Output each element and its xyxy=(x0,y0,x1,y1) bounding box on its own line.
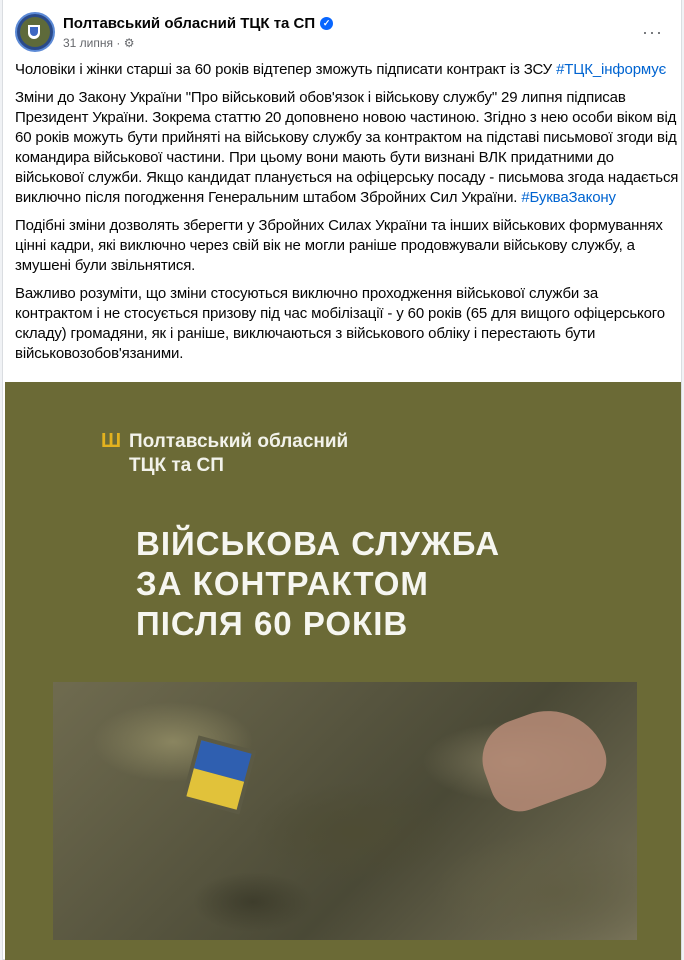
hashtag-link[interactable]: #ТЦК_інформує xyxy=(556,61,667,78)
post-card xyxy=(2,0,682,960)
post-text xyxy=(15,30,679,372)
headline-line: ПІСЛЯ 60 РОКІВ xyxy=(136,605,409,642)
image-headline xyxy=(136,524,500,644)
headline-line: ВІЙСЬКОВА СЛУЖБА xyxy=(136,525,501,562)
paragraph-text: Зміни до Закону України "Про військовий обов'язок і військову службу" 29 липня підписав Президент України. Зокрема статтю 20 доповнено новою частиною. Згідно з нею особи віком від 60 років можуть бути прийняті на військову службу за контрактом на підставі письмової згоди від командира військової частини. При цьому вони мають бути визнані ВЛК придатними до військової служби. Якщо кандидат планується на офіцерську посаду - письмова згода надається виключно після погодження Генеральним штабом Збройних Сил України. xyxy=(15,89,679,206)
paragraph: Важливо розуміти, що зміни стосуються виключно проходження військової служби за контрактом і не стосується призову під час мобілізації - у 60 років (65 для вищого офіцерського складу) громадяни, як і раніше, виключаються з військового обліку і перестають бути військовозобов'язаними. xyxy=(15,285,665,362)
trident-icon: Ш xyxy=(101,430,122,452)
image-logo xyxy=(101,430,348,478)
author-name[interactable]: Полтавський обласний ТЦК та СП xyxy=(63,14,316,32)
post-image[interactable] xyxy=(5,382,681,960)
audience-gear-icon: ⚙ xyxy=(123,35,135,50)
paragraph xyxy=(15,60,679,80)
soldier-photo xyxy=(53,682,637,940)
logo-line: Полтавський обласний xyxy=(129,431,349,452)
separator: · xyxy=(116,35,121,50)
hashtag-link[interactable]: #БукваЗакону xyxy=(521,189,616,206)
more-options-button[interactable]: ··· xyxy=(642,22,663,42)
paragraph xyxy=(15,88,679,208)
headline-line: ЗА КОНТРАКТОМ xyxy=(136,565,429,602)
paragraph: Подібні зміни дозволять зберегти у Збройних Силах України та інших військових формуваннях цінні кадри, які виключно через свій вік не могли раніше продовжували військову службу, а змушені були звільнятися. xyxy=(15,217,663,274)
verified-badge-icon: ✓ xyxy=(320,17,333,30)
paragraph-text: Чоловіки і жінки старші за 60 років відтепер зможуть підписати контракт із ЗСУ xyxy=(15,61,557,78)
logo-line: ТЦК та СП xyxy=(129,455,224,476)
post-date[interactable]: 31 липня xyxy=(63,35,114,50)
ukraine-flag-patch-icon xyxy=(181,735,256,814)
hand xyxy=(471,694,615,820)
